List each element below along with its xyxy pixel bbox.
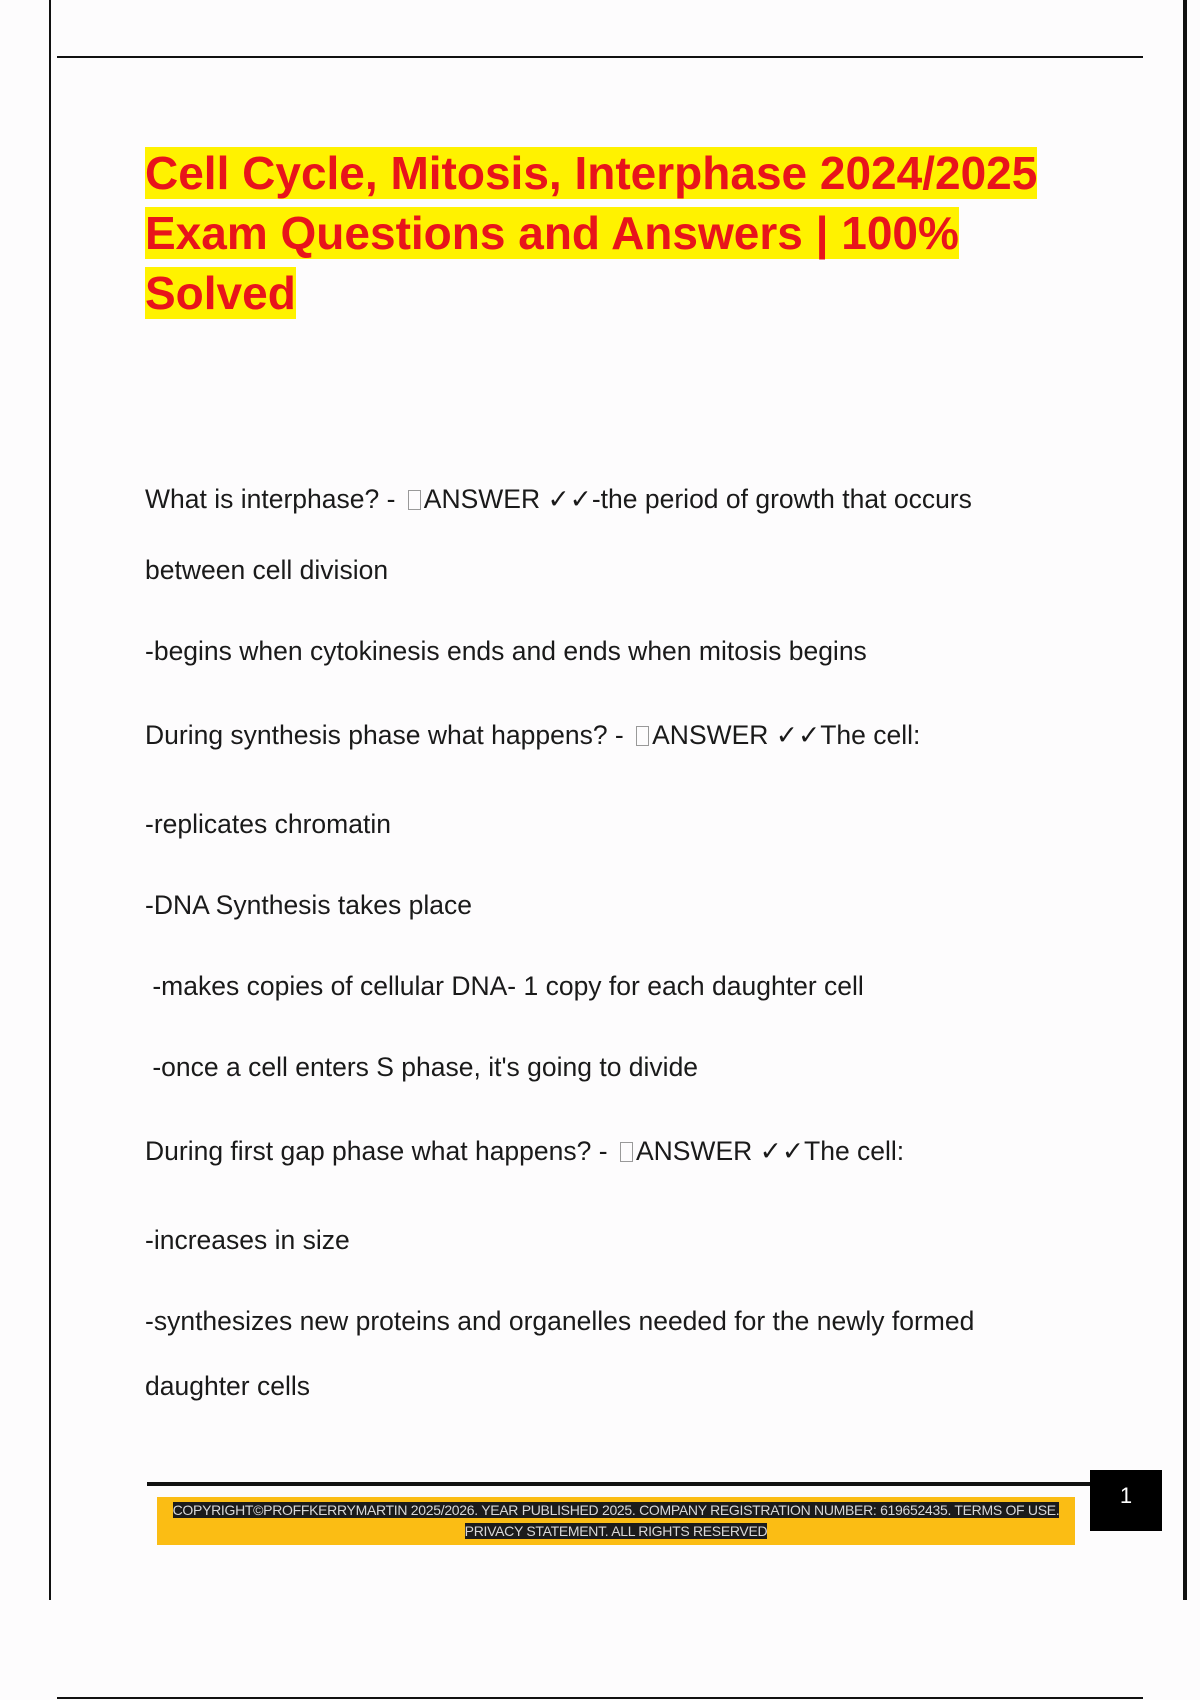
page-title (145, 143, 1105, 323)
missing-glyph-box-icon (620, 1142, 633, 1162)
header-rule (57, 56, 1143, 58)
answer-point: -makes copies of cellular DNA- 1 copy for each daughter cell (145, 971, 864, 1001)
answer-point: -DNA Synthesis takes place (145, 890, 472, 920)
footer-copyright (157, 1500, 1075, 1542)
question-text: During synthesis phase what happens? - (145, 720, 632, 750)
title-line-1: Cell Cycle, Mitosis, Interphase 2024/2025 (145, 147, 1038, 199)
footer-rule (147, 1482, 1092, 1486)
missing-glyph-box-icon (636, 726, 649, 746)
answer-point: -once a cell enters S phase, it's going to divide (145, 1052, 699, 1082)
answer-text: ANSWER ✓✓The cell: (652, 720, 921, 750)
question-interphase (145, 482, 972, 516)
question-first-gap-phase (145, 1134, 904, 1168)
title-line-3: Solved (145, 267, 296, 319)
footer-copyright-line-2: PRIVACY STATEMENT. ALL RIGHTS RESERVED (464, 1523, 768, 1539)
question-synthesis-phase (145, 718, 920, 752)
page-right-border (1183, 0, 1187, 1600)
answer-point: -increases in size (145, 1225, 350, 1255)
answer-point: -synthesizes new proteins and organelles needed for the newly formed (145, 1306, 975, 1336)
question-text: During first gap phase what happens? - (145, 1136, 615, 1166)
answer-text: ANSWER ✓✓The cell: (635, 1136, 905, 1166)
answer-continuation: daughter cells (145, 1371, 310, 1401)
answer-point: -begins when cytokinesis ends and ends when mitosis begins (145, 636, 867, 666)
missing-glyph-box-icon (408, 490, 421, 510)
answer-continuation: between cell division (145, 555, 389, 585)
page-number: 1 (1090, 1470, 1162, 1531)
footer-copyright-line-1: COPYRIGHT©PROFFKERRYMARTIN 2025/2026. YEAR PUBLISHED 2025. COMPANY REGISTRATION NUMBER: 619652435. TERMS OF USE. (172, 1502, 1060, 1518)
question-text: What is interphase? - (145, 484, 403, 514)
page-left-border (49, 0, 51, 1600)
title-line-2: Exam Questions and Answers | 100% (145, 207, 959, 259)
answer-point: -replicates chromatin (145, 809, 391, 839)
answer-text: ANSWER ✓✓-the period of growth that occurs (423, 484, 972, 514)
bottom-page-rule (57, 1697, 1143, 1699)
